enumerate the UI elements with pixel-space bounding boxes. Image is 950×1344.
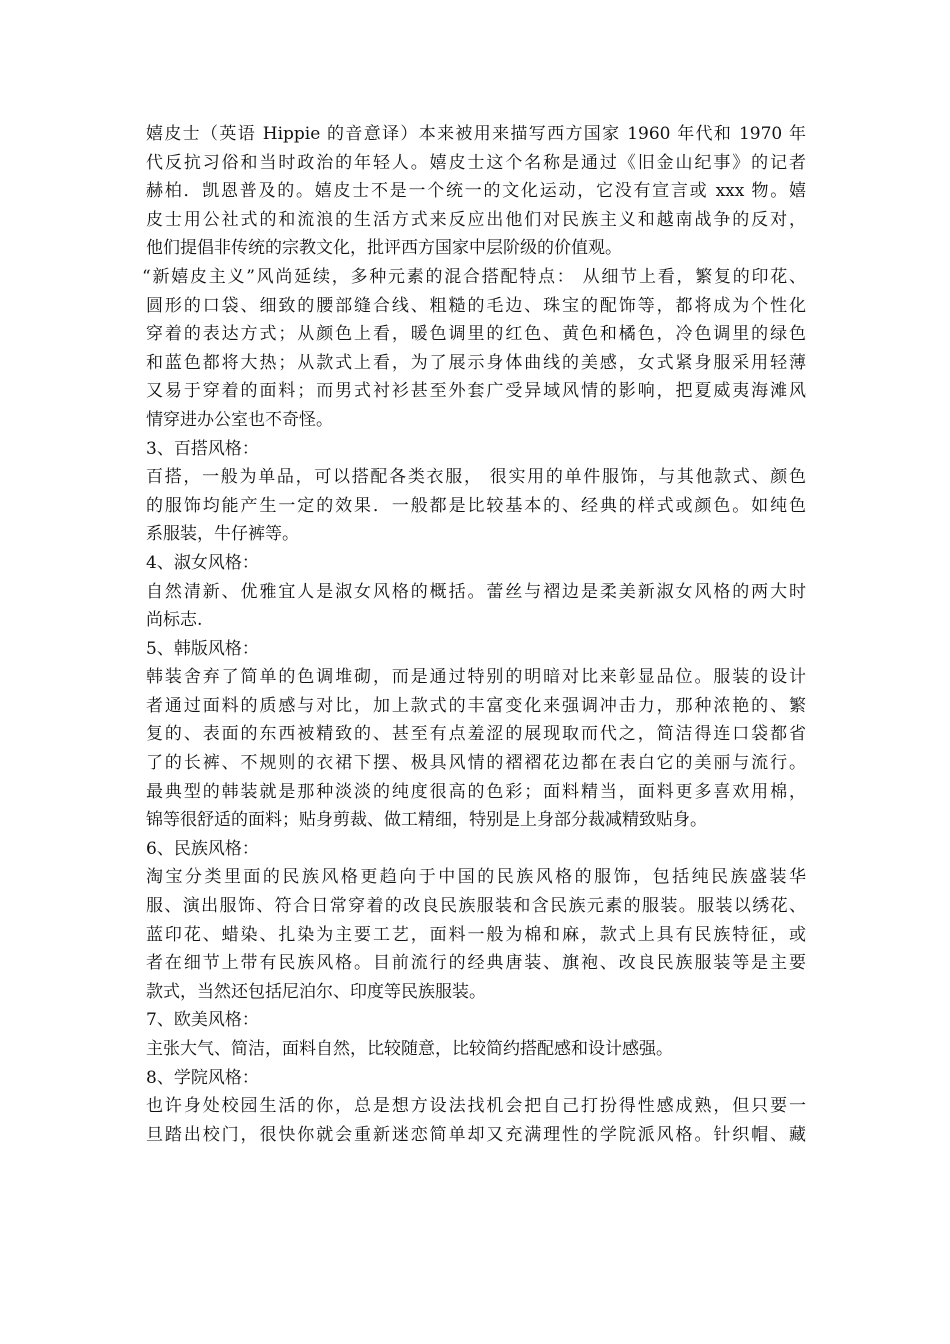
text-line: 尚标志. <box>146 610 203 631</box>
section-heading: 4、淑女风格： <box>146 552 259 573</box>
text-line: 锦等很舒适的面料；贴身剪裁、做工精细，特别是上身部分裁减精致贴身。 <box>146 810 707 831</box>
text-line: 者在细节上带有民族风格。目前流行的经典唐装、旗袍、改良民族服装等是主要 <box>146 953 806 974</box>
text-line: 最典型的韩装就是那种淡淡的纯度很高的色彩；面料精当，面料更多喜欢用棉， <box>146 781 806 802</box>
text-line: 百搭，一般为单品，可以搭配各类衣服， 很实用的单件服饰，与其他款式、颜色 <box>146 467 806 488</box>
text-line: 者通过面料的质感与对比，加上款式的丰富变化来强调冲击力，那种浓艳的、繁 <box>146 695 806 716</box>
section-heading: 6、民族风格： <box>146 838 259 859</box>
section-heading: 3、百搭风格： <box>146 438 259 459</box>
text-line: 了的长裤、不规则的衣裙下摆、极具风情的褶褶花边都在表白它的美丽与流行。 <box>146 753 806 774</box>
text-line: 情穿进办公室也不奇怪。 <box>146 409 333 430</box>
section-heading: 8、学院风格： <box>146 1067 259 1088</box>
text-line: 也许身处校园生活的你，总是想方设法找机会把自己打扮得性感成熟，但只要一 <box>146 1096 806 1117</box>
text-line: 嬉皮士（英语 Hippie 的音意译）本来被用来描写西方国家 1960 年代和 1970 年 <box>146 124 806 144</box>
text-line: 款式，当然还包括尼泊尔、印度等民族服装。 <box>146 981 486 1002</box>
text-line: 自然清新、优雅宜人是淑女风格的概括。蕾丝与褶边是柔美新淑女风格的两大时 <box>146 581 806 602</box>
text-line: 圆形的口袋、细致的腰部缝合线、粗糙的毛边、珠宝的配饰等，都将成为个性化 <box>146 295 806 316</box>
text-line: “新嬉皮主义”风尚延续，多种元素的混合搭配特点： 从细节上看，繁复的印花、 <box>142 266 806 287</box>
section-heading: 7、欧美风格： <box>146 1010 259 1031</box>
text-line: 他们提倡非传统的宗教文化，批评西方国家中层阶级的价值观。 <box>146 238 622 259</box>
text-line: 赫柏．凯恩普及的。嬉皮士不是一个统一的文化运动，它没有宣言或 xxx 物。嬉 <box>146 181 806 202</box>
section-heading: 5、韩版风格： <box>146 638 259 659</box>
text-line: 系服装，牛仔裤等。 <box>146 524 299 545</box>
text-line: 旦踏出校门，很快你就会重新迷恋简单却又充满理性的学院派风格。针织帽、藏 <box>146 1124 806 1145</box>
text-line: 的服饰均能产生一定的效果．一般都是比较基本的、经典的样式或颜色。如纯色 <box>146 495 806 516</box>
text-line: 和蓝色都将大热；从款式上看，为了展示身体曲线的美感，女式紧身服采用轻薄 <box>146 352 806 373</box>
text-line: 主张大气、简洁，面料自然，比较随意，比较简约搭配感和设计感强。 <box>146 1039 673 1059</box>
text-line: 穿着的表达方式；从颜色上看，暖色调里的红色、黄色和橘色，冷色调里的绿色 <box>146 324 806 345</box>
text-line: 淘宝分类里面的民族风格更趋向于中国的民族风格的服饰，包括纯民族盛装华 <box>146 867 806 888</box>
text-line: 服、演出服饰、符合日常穿着的改良民族服装和含民族元素的服装。服装以绣花、 <box>146 896 806 917</box>
text-line: 代反抗习俗和当时政治的年轻人。嬉皮士这个名称是通过《旧金山纪事》的记者 <box>146 152 806 173</box>
text-line: 又易于穿着的面料；而男式衬衫甚至外套广受异域风情的影响，把夏威夷海滩风 <box>146 381 806 402</box>
text-line: 复的、表面的东西被精致的、甚至有点羞涩的展现取而代之，简洁得连口袋都省 <box>146 724 806 745</box>
document-body <box>142 120 806 1149</box>
text-line: 蓝印花、蜡染、扎染为主要工艺，面料一般为棉和麻，款式上具有民族特征，或 <box>146 924 806 945</box>
text-line: 韩装舍弃了简单的色调堆砌，而是通过特别的明暗对比来彰显品位。服装的设计 <box>146 667 806 688</box>
text-line: 皮士用公社式的和流浪的生活方式来反应出他们对民族主义和越南战争的反对， <box>146 209 806 230</box>
